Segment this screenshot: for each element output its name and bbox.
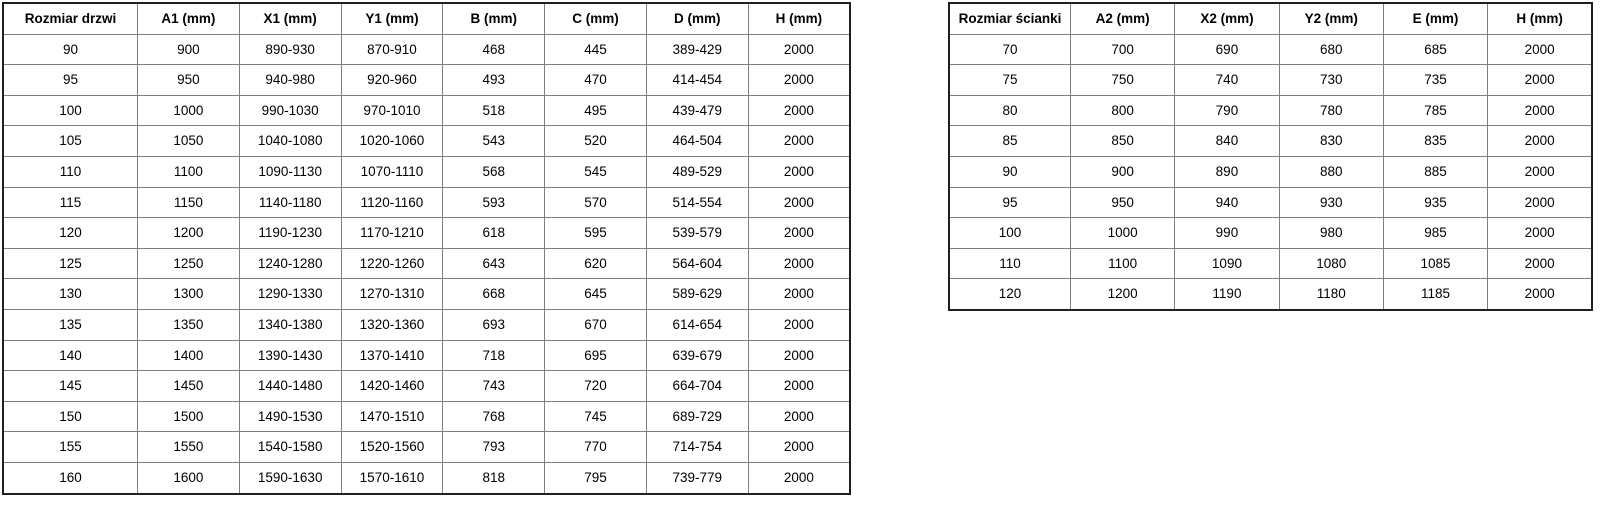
table-cell: 1340-1380: [239, 309, 341, 340]
table-cell: 2000: [1488, 126, 1592, 157]
table-cell: 2000: [1488, 187, 1592, 218]
table-cell: 543: [443, 126, 545, 157]
table-row: [949, 218, 1592, 249]
table-cell: 595: [545, 218, 647, 249]
table-cell: 750: [1071, 65, 1175, 96]
table-cell: 110: [949, 248, 1071, 279]
table-cell: 1070-1110: [341, 156, 443, 187]
table-cell: 890-930: [239, 34, 341, 65]
table-row: [949, 248, 1592, 279]
table-cell: 130: [3, 279, 138, 310]
table-cell: 1190-1230: [239, 218, 341, 249]
table-cell: 645: [545, 279, 647, 310]
table-cell: 100: [949, 218, 1071, 249]
table-cell: 1220-1260: [341, 248, 443, 279]
table-cell: 514-554: [646, 187, 748, 218]
table-row: [3, 248, 850, 279]
table-cell: 930: [1279, 187, 1383, 218]
table-cell: 1600: [138, 462, 240, 493]
table-cell: 880: [1279, 156, 1383, 187]
table-cell: 690: [1175, 34, 1279, 65]
table-cell: 2000: [1488, 156, 1592, 187]
table-cell: 489-529: [646, 156, 748, 187]
table-cell: 1440-1480: [239, 371, 341, 402]
table-cell: 1120-1160: [341, 187, 443, 218]
table-cell: 718: [443, 340, 545, 371]
table-cell: 145: [3, 371, 138, 402]
table-cell: 2000: [748, 432, 850, 463]
table-cell: 950: [138, 65, 240, 96]
table-cell: 1100: [1071, 248, 1175, 279]
table-cell: 518: [443, 95, 545, 126]
table-cell: 1050: [138, 126, 240, 157]
table-row: [949, 34, 1592, 65]
table-cell: 2000: [1488, 95, 1592, 126]
table-cell: 2000: [748, 340, 850, 371]
table-cell: 105: [3, 126, 138, 157]
table-cell: 1320-1360: [341, 309, 443, 340]
table-cell: 720: [545, 371, 647, 402]
table-cell: 2000: [748, 95, 850, 126]
table-row: [3, 156, 850, 187]
table-cell: 1170-1210: [341, 218, 443, 249]
table-cell: 664-704: [646, 371, 748, 402]
table-row: [949, 126, 1592, 157]
table-cell: 2000: [748, 371, 850, 402]
table-cell: 830: [1279, 126, 1383, 157]
table-cell: 100: [3, 95, 138, 126]
table-cell: 115: [3, 187, 138, 218]
table-row: [3, 126, 850, 157]
table-cell: 1450: [138, 371, 240, 402]
table-cell: 1080: [1279, 248, 1383, 279]
table-cell: 90: [949, 156, 1071, 187]
table-cell: 493: [443, 65, 545, 96]
header-row: [3, 3, 850, 34]
table-cell: 714-754: [646, 432, 748, 463]
table-cell: 870-910: [341, 34, 443, 65]
table-cell: 1240-1280: [239, 248, 341, 279]
table-cell: 1180: [1279, 279, 1383, 310]
door-size-table: [2, 2, 851, 495]
table-cell: 1000: [138, 95, 240, 126]
table-cell: 885: [1383, 156, 1487, 187]
table-cell: 570: [545, 187, 647, 218]
table-cell: 2000: [748, 65, 850, 96]
table-row: [3, 371, 850, 402]
table-cell: 414-454: [646, 65, 748, 96]
table-cell: 120: [3, 218, 138, 249]
table-cell: 790: [1175, 95, 1279, 126]
column-header: A1 (mm): [138, 3, 240, 34]
table-cell: 730: [1279, 65, 1383, 96]
table-cell: 980: [1279, 218, 1383, 249]
table-cell: 2000: [1488, 65, 1592, 96]
column-header: Y2 (mm): [1279, 3, 1383, 34]
table-cell: 2000: [1488, 248, 1592, 279]
table-cell: 2000: [748, 218, 850, 249]
table-row: [3, 34, 850, 65]
table-cell: 745: [545, 401, 647, 432]
table-cell: 890: [1175, 156, 1279, 187]
table-cell: 1150: [138, 187, 240, 218]
table-cell: 2000: [748, 34, 850, 65]
table-cell: 2000: [748, 187, 850, 218]
table-cell: 950: [1071, 187, 1175, 218]
table-cell: 970-1010: [341, 95, 443, 126]
table-cell: 1590-1630: [239, 462, 341, 493]
table-cell: 1090: [1175, 248, 1279, 279]
table-cell: 568: [443, 156, 545, 187]
table-row: [949, 65, 1592, 96]
table-cell: 593: [443, 187, 545, 218]
table-cell: 1140-1180: [239, 187, 341, 218]
table-cell: 793: [443, 432, 545, 463]
table-cell: 1370-1410: [341, 340, 443, 371]
table-cell: 464-504: [646, 126, 748, 157]
table-cell: 689-729: [646, 401, 748, 432]
table-cell: 2000: [748, 156, 850, 187]
column-header: X1 (mm): [239, 3, 341, 34]
table-cell: 1185: [1383, 279, 1487, 310]
table-row: [949, 279, 1592, 310]
table-cell: 1085: [1383, 248, 1487, 279]
column-header: Rozmiar drzwi: [3, 3, 138, 34]
table-cell: 1250: [138, 248, 240, 279]
table-cell: 85: [949, 126, 1071, 157]
table-cell: 1020-1060: [341, 126, 443, 157]
table-row: [949, 187, 1592, 218]
table-cell: 1290-1330: [239, 279, 341, 310]
table-cell: 1040-1080: [239, 126, 341, 157]
table-row: [3, 95, 850, 126]
table-cell: 1390-1430: [239, 340, 341, 371]
column-header: X2 (mm): [1175, 3, 1279, 34]
table-cell: 589-629: [646, 279, 748, 310]
table-cell: 2000: [748, 462, 850, 493]
table-cell: 1200: [1071, 279, 1175, 310]
table-cell: 1400: [138, 340, 240, 371]
table-cell: 770: [545, 432, 647, 463]
wall-size-table: [948, 2, 1593, 311]
table-cell: 900: [1071, 156, 1175, 187]
header-row: [949, 3, 1592, 34]
column-header: E (mm): [1383, 3, 1487, 34]
table-cell: 700: [1071, 34, 1175, 65]
table-cell: 120: [949, 279, 1071, 310]
table-cell: 800: [1071, 95, 1175, 126]
table-cell: 614-654: [646, 309, 748, 340]
table-cell: 495: [545, 95, 647, 126]
table-cell: 920-960: [341, 65, 443, 96]
table-cell: 940-980: [239, 65, 341, 96]
table-cell: 110: [3, 156, 138, 187]
table-row: [3, 65, 850, 96]
table-cell: 140: [3, 340, 138, 371]
table-row: [3, 279, 850, 310]
table-cell: 639-679: [646, 340, 748, 371]
column-header: H (mm): [748, 3, 850, 34]
table-cell: 1270-1310: [341, 279, 443, 310]
table-cell: 150: [3, 401, 138, 432]
table-cell: 1470-1510: [341, 401, 443, 432]
table-cell: 2000: [748, 126, 850, 157]
table-cell: 785: [1383, 95, 1487, 126]
table-cell: 1540-1580: [239, 432, 341, 463]
table-cell: 1000: [1071, 218, 1175, 249]
table-cell: 935: [1383, 187, 1487, 218]
table-cell: 2000: [1488, 279, 1592, 310]
table-cell: 670: [545, 309, 647, 340]
table-cell: 439-479: [646, 95, 748, 126]
column-header: A2 (mm): [1071, 3, 1175, 34]
table-cell: 1500: [138, 401, 240, 432]
table-cell: 160: [3, 462, 138, 493]
table-cell: 1570-1610: [341, 462, 443, 493]
column-header: B (mm): [443, 3, 545, 34]
table-row: [3, 309, 850, 340]
table-cell: 80: [949, 95, 1071, 126]
table-cell: 693: [443, 309, 545, 340]
table-cell: 680: [1279, 34, 1383, 65]
table-cell: 95: [949, 187, 1071, 218]
table-cell: 545: [545, 156, 647, 187]
table-cell: 155: [3, 432, 138, 463]
table-cell: 2000: [748, 248, 850, 279]
table-cell: 520: [545, 126, 647, 157]
column-header: C (mm): [545, 3, 647, 34]
table-cell: 900: [138, 34, 240, 65]
table-cell: 740: [1175, 65, 1279, 96]
table-row: [3, 218, 850, 249]
table-cell: 768: [443, 401, 545, 432]
table-row: [949, 95, 1592, 126]
column-header: H (mm): [1488, 3, 1592, 34]
table-cell: 735: [1383, 65, 1487, 96]
table-cell: 389-429: [646, 34, 748, 65]
table-cell: 835: [1383, 126, 1487, 157]
table-cell: 1090-1130: [239, 156, 341, 187]
table-cell: 780: [1279, 95, 1383, 126]
table-cell: 2000: [748, 401, 850, 432]
table-cell: 1200: [138, 218, 240, 249]
table-row: [3, 462, 850, 493]
table-cell: 1190: [1175, 279, 1279, 310]
table-cell: 70: [949, 34, 1071, 65]
table-cell: 743: [443, 371, 545, 402]
table-cell: 795: [545, 462, 647, 493]
table-cell: 985: [1383, 218, 1487, 249]
table-cell: 618: [443, 218, 545, 249]
table-cell: 2000: [748, 309, 850, 340]
table-cell: 818: [443, 462, 545, 493]
table-cell: 95: [3, 65, 138, 96]
table-cell: 445: [545, 34, 647, 65]
table-cell: 1490-1530: [239, 401, 341, 432]
table-cell: 1420-1460: [341, 371, 443, 402]
table-row: [3, 187, 850, 218]
table-cell: 695: [545, 340, 647, 371]
table-cell: 1550: [138, 432, 240, 463]
table-cell: 840: [1175, 126, 1279, 157]
table-cell: 564-604: [646, 248, 748, 279]
table-cell: 990-1030: [239, 95, 341, 126]
table-cell: 125: [3, 248, 138, 279]
column-header: Rozmiar ścianki: [949, 3, 1071, 34]
table-cell: 850: [1071, 126, 1175, 157]
table-cell: 1350: [138, 309, 240, 340]
table-cell: 468: [443, 34, 545, 65]
column-header: D (mm): [646, 3, 748, 34]
table-cell: 135: [3, 309, 138, 340]
table-cell: 470: [545, 65, 647, 96]
table-cell: 2000: [1488, 34, 1592, 65]
column-header: Y1 (mm): [341, 3, 443, 34]
table-cell: 90: [3, 34, 138, 65]
table-cell: 1100: [138, 156, 240, 187]
table-cell: 75: [949, 65, 1071, 96]
table-cell: 685: [1383, 34, 1487, 65]
table-row: [3, 401, 850, 432]
table-row: [3, 432, 850, 463]
table-row: [3, 340, 850, 371]
table-cell: 739-779: [646, 462, 748, 493]
table-cell: 620: [545, 248, 647, 279]
table-cell: 940: [1175, 187, 1279, 218]
table-cell: 2000: [1488, 218, 1592, 249]
table-cell: 539-579: [646, 218, 748, 249]
table-cell: 643: [443, 248, 545, 279]
table-row: [949, 156, 1592, 187]
table-cell: 2000: [748, 279, 850, 310]
table-cell: 668: [443, 279, 545, 310]
table-cell: 1300: [138, 279, 240, 310]
table-cell: 1520-1560: [341, 432, 443, 463]
table-cell: 990: [1175, 218, 1279, 249]
